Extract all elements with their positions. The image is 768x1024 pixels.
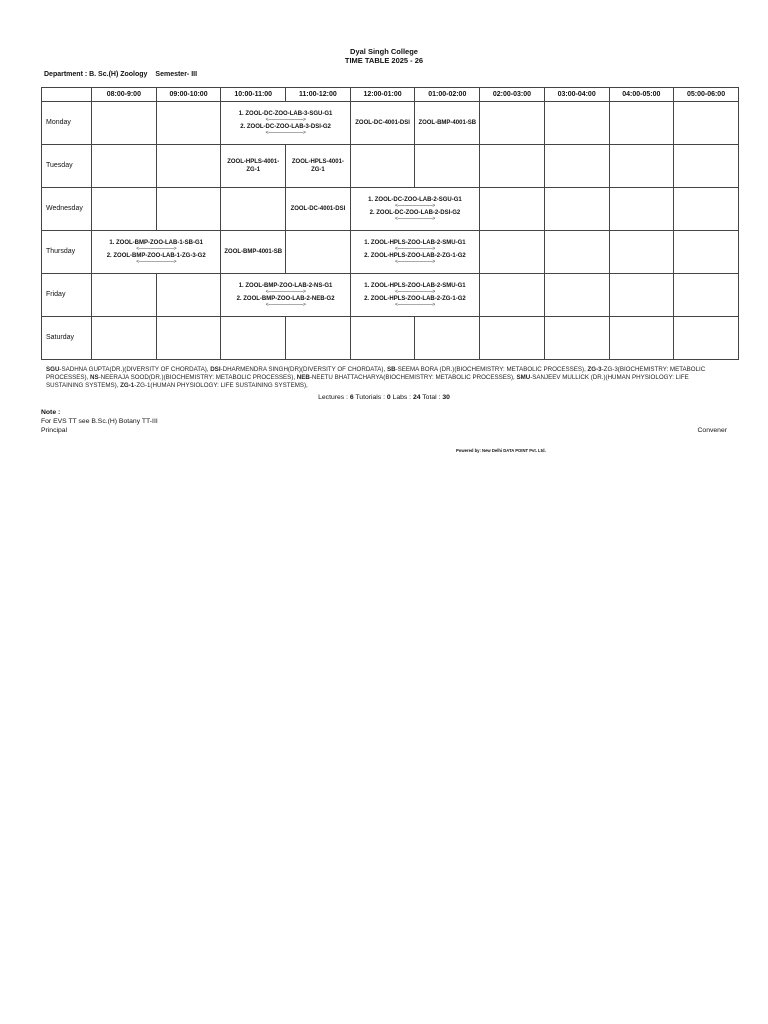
- empty-slot: [674, 274, 739, 317]
- day-label: Wednesday: [42, 188, 92, 231]
- empty-slot: [609, 274, 674, 317]
- day-row: [42, 231, 739, 274]
- empty-slot: [480, 188, 545, 231]
- tutorials-count: 0: [386, 394, 391, 401]
- page-header: [0, 47, 768, 65]
- time-slot-header: 08:00-9:00: [92, 88, 157, 102]
- empty-slot: [92, 188, 157, 231]
- empty-slot: [415, 317, 480, 360]
- faculty-code: ZG-1: [120, 382, 135, 389]
- empty-slot: [544, 231, 609, 274]
- empty-slot: [674, 317, 739, 360]
- lab-slot: [221, 102, 350, 145]
- lab-group-entry: 1. ZOOL-HPLS-ZOO-LAB-2-SMU-G1: [364, 283, 466, 289]
- empty-slot: [156, 317, 221, 360]
- class-code: ZOOL-BMP-4001-SB: [224, 249, 283, 255]
- load-totals: [0, 394, 768, 401]
- lectures-label: Lectures :: [318, 394, 350, 401]
- day-row: [42, 102, 739, 145]
- class-slot: [286, 145, 351, 188]
- empty-slot: [674, 188, 739, 231]
- lab-group-entry: 2. ZOOL-BMP-ZOO-LAB-2-NEB-G2: [236, 296, 335, 302]
- faculty-name: -SADHNA GUPTA(DR.)(DIVERSITY OF CHORDATA),: [59, 366, 211, 373]
- empty-slot: [92, 317, 157, 360]
- total-label: Total :: [420, 394, 443, 401]
- lab-group-entry: 2. ZOOL-HPLS-ZOO-LAB-2-ZG-1-G2: [364, 253, 466, 259]
- total-count: 30: [442, 394, 450, 401]
- empty-slot: [92, 102, 157, 145]
- empty-slot: [221, 317, 286, 360]
- empty-slot: [674, 102, 739, 145]
- empty-slot: [156, 188, 221, 231]
- timetable-title: TIME TABLE 2025 - 26: [344, 56, 424, 65]
- span-arrow: <------------------------------>: [395, 246, 435, 252]
- lab-group-entry: 2. ZOOL-HPLS-ZOO-LAB-2-ZG-1-G2: [364, 296, 466, 302]
- empty-slot: [350, 145, 415, 188]
- day-label: Saturday: [42, 317, 92, 360]
- time-slot-header: 01:00-02:00: [415, 88, 480, 102]
- faculty-name: -ZG-3(BIOCHEMISTRY: METABOLIC PROCESSES),: [46, 366, 706, 381]
- empty-slot: [480, 231, 545, 274]
- span-arrow: <------------------------------>: [136, 259, 177, 265]
- day-row: [42, 317, 739, 360]
- lab-group-entry: 1. ZOOL-BMP-ZOO-LAB-1-SB-G1: [109, 240, 204, 246]
- faculty-name: -DHARMENDRA SINGH(DR)(DIVERSITY OF CHORDATA),: [220, 366, 387, 373]
- class-code: ZOOL-DC-4001-DSI: [290, 206, 346, 212]
- time-slot-header: 04:00-05:00: [609, 88, 674, 102]
- labs-label: Labs :: [390, 394, 413, 401]
- empty-slot: [544, 188, 609, 231]
- timetable-grid: [41, 87, 739, 360]
- span-arrow: <------------------------------>: [136, 246, 177, 252]
- faculty-code: NS: [90, 374, 99, 381]
- convener-label: Convener: [697, 427, 727, 434]
- semester-label: Semester- III: [155, 71, 198, 78]
- department-label: Department : B. Sc.(H) Zoology: [44, 71, 148, 78]
- faculty-name: -NEERAJA SOOD(DR.)(BIOCHEMISTRY: METABOLIC PROCESSES),: [98, 374, 297, 381]
- class-code: ZOOL-DC-4001-DSI: [355, 120, 410, 126]
- empty-slot: [544, 317, 609, 360]
- day-row: [42, 274, 739, 317]
- empty-slot: [480, 274, 545, 317]
- empty-slot: [286, 231, 351, 274]
- empty-slot: [286, 317, 351, 360]
- faculty-name: -SANJEEV MULLICK (DR.)(HUMAN PHYSIOLOGY: LIFE SUSTAINING SYSTEMS),: [46, 374, 689, 389]
- empty-slot: [350, 317, 415, 360]
- empty-slot: [480, 145, 545, 188]
- lab-group-entry: 1. ZOOL-DC-ZOO-LAB-2-SGU-G1: [368, 197, 462, 203]
- lab-slot: [221, 274, 350, 317]
- span-arrow: <------------------------------>: [395, 302, 435, 308]
- empty-slot: [480, 102, 545, 145]
- powered-by: Powered by: New Delhi DATA POINT Pvt. Ltd.: [456, 448, 546, 453]
- span-arrow: <------------------------------>: [395, 259, 435, 265]
- empty-slot: [156, 145, 221, 188]
- faculty-code: NEB: [296, 374, 310, 381]
- faculty-code: SMU: [516, 374, 531, 381]
- day-label: Friday: [42, 274, 92, 317]
- day-row: [42, 145, 739, 188]
- empty-slot: [544, 145, 609, 188]
- lab-group-entry: 1. ZOOL-BMP-ZOO-LAB-2-NS-G1: [238, 283, 333, 289]
- class-slot: [350, 102, 415, 145]
- class-slot: [286, 188, 351, 231]
- lab-group-entry: 2. ZOOL-DC-ZOO-LAB-2-DSI-G2: [369, 210, 461, 216]
- empty-slot: [674, 145, 739, 188]
- empty-slot: [609, 145, 674, 188]
- day-row: [42, 188, 739, 231]
- principal-label: Principal: [41, 427, 68, 434]
- span-arrow: <------------------------------>: [265, 289, 306, 295]
- note-label: Note :: [41, 409, 61, 416]
- span-arrow: <------------------------------>: [395, 203, 435, 209]
- class-code: ZOOL-BMP-4001-SB: [418, 120, 477, 126]
- day-label: Monday: [42, 102, 92, 145]
- span-arrow: <------------------------------>: [265, 117, 306, 123]
- lab-group-entry: 1. ZOOL-HPLS-ZOO-LAB-2-SMU-G1: [364, 240, 466, 246]
- empty-slot: [92, 145, 157, 188]
- time-slot-header: 10:00-11:00: [221, 88, 286, 102]
- empty-slot: [92, 274, 157, 317]
- empty-slot: [156, 274, 221, 317]
- faculty-name: -ZG-1(HUMAN PHYSIOLOGY: LIFE SUSTAINING SYSTEMS),: [134, 382, 308, 389]
- empty-slot: [544, 274, 609, 317]
- lectures-count: 6: [349, 394, 354, 401]
- day-label: Thursday: [42, 231, 92, 274]
- lab-slot: [92, 231, 221, 274]
- class-code: ZOOL-HPLS-4001-ZG-1: [227, 159, 280, 173]
- faculty-name: -SEEMA BORA (DR.)(BIOCHEMISTRY: METABOLIC PROCESSES),: [395, 366, 588, 373]
- labs-count: 24: [412, 394, 421, 401]
- empty-slot: [674, 231, 739, 274]
- lab-slot: [350, 274, 479, 317]
- lab-group-entry: 1. ZOOL-DC-ZOO-LAB-3-SGU-G1: [238, 111, 333, 117]
- faculty-code: ZG-3: [587, 366, 602, 373]
- span-arrow: <------------------------------>: [395, 289, 435, 295]
- class-slot: [221, 231, 286, 274]
- lab-slot: [350, 231, 479, 274]
- corner-cell: [42, 88, 92, 102]
- timetable-header-row: [42, 88, 739, 102]
- empty-slot: [609, 188, 674, 231]
- class-slot: [221, 145, 286, 188]
- lab-slot: [350, 188, 479, 231]
- faculty-code: DSI: [210, 366, 221, 373]
- span-arrow: <------------------------------>: [395, 216, 435, 222]
- empty-slot: [221, 188, 286, 231]
- faculty-code: SB: [386, 366, 396, 373]
- lab-group-entry: 2. ZOOL-DC-ZOO-LAB-3-DSI-G2: [240, 124, 331, 130]
- department-line: [44, 71, 203, 78]
- evs-note: For EVS TT see B.Sc.(H) Botany TT-III: [41, 418, 158, 425]
- class-code: ZOOL-HPLS-4001-ZG-1: [291, 159, 344, 173]
- empty-slot: [415, 145, 480, 188]
- class-slot: [415, 102, 480, 145]
- timetable-body: [42, 102, 739, 360]
- empty-slot: [609, 317, 674, 360]
- time-slot-header: 12:00-01:00: [350, 88, 415, 102]
- time-slot-header: 05:00-06:00: [674, 88, 739, 102]
- empty-slot: [544, 102, 609, 145]
- faculty-code: SGU: [46, 366, 60, 373]
- tutorials-label: Tutorials :: [353, 394, 387, 401]
- time-slot-header: 03:00-04:00: [544, 88, 609, 102]
- empty-slot: [480, 317, 545, 360]
- college-name: Dyal Singh College: [350, 47, 418, 56]
- lab-group-entry: 2. ZOOL-BMP-ZOO-LAB-1-ZG-3-G2: [106, 253, 206, 259]
- faculty-legend: [46, 366, 726, 390]
- faculty-name: -NEETU BHATTACHARYA(BIOCHEMISTRY: METABOLIC PROCESSES),: [309, 374, 517, 381]
- empty-slot: [609, 231, 674, 274]
- span-arrow: <------------------------------>: [265, 130, 306, 136]
- span-arrow: <------------------------------>: [265, 302, 306, 308]
- time-slot-header: 02:00-03:00: [480, 88, 545, 102]
- empty-slot: [609, 102, 674, 145]
- time-slot-header: 09:00-10:00: [156, 88, 221, 102]
- day-label: Tuesday: [42, 145, 92, 188]
- empty-slot: [156, 102, 221, 145]
- time-slot-header: 11:00-12:00: [286, 88, 351, 102]
